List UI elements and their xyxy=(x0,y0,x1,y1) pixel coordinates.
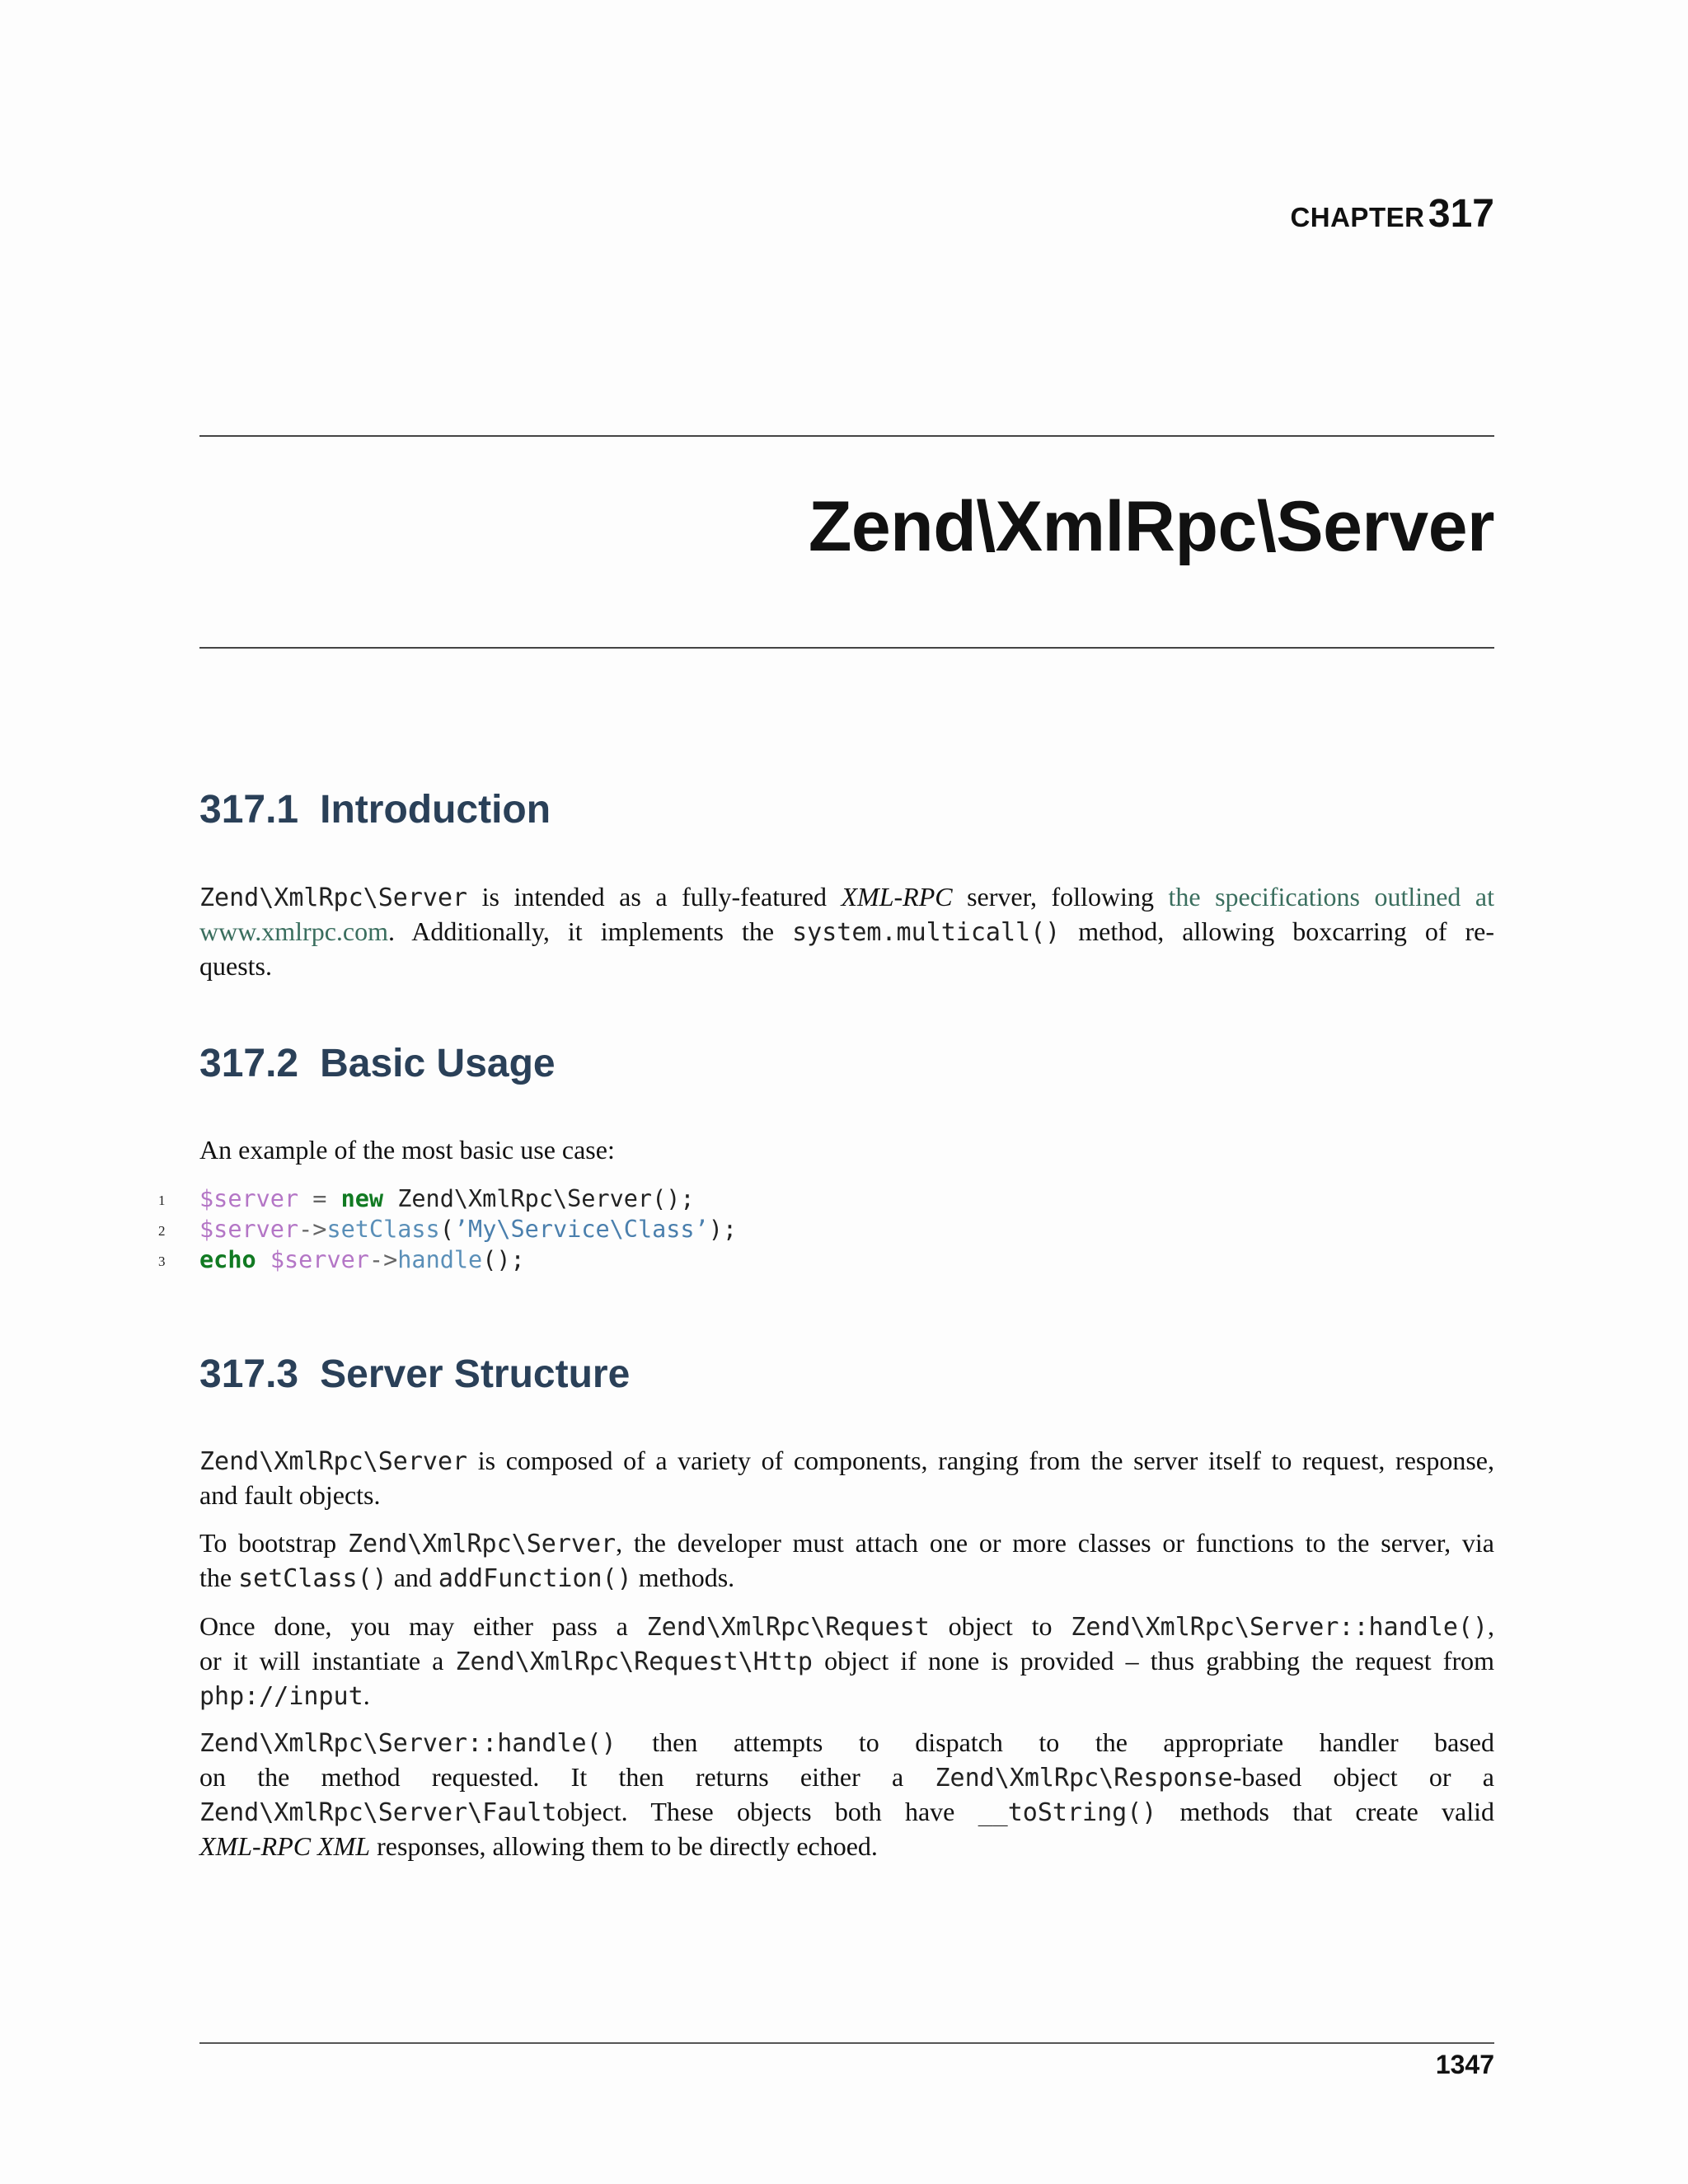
code-operator: -> xyxy=(368,1246,398,1273)
text-run: server, following xyxy=(952,882,1169,912)
text-run: . Additionally, it implements the xyxy=(387,916,793,946)
text-run: object to xyxy=(929,1611,1071,1641)
section-heading-introduction xyxy=(199,787,551,832)
section-title: Introduction xyxy=(320,788,551,832)
inline-code: Zend\XmlRpc\Server\Fault xyxy=(199,1798,557,1827)
text-run: the xyxy=(199,1563,239,1592)
code-text: (); xyxy=(482,1246,525,1273)
inline-code: Zend\XmlRpc\Request\Http xyxy=(455,1647,813,1676)
text-line xyxy=(199,1830,1494,1863)
code-method: setClass xyxy=(326,1216,440,1243)
text-run: quests. xyxy=(199,951,272,981)
text-line xyxy=(199,1726,1494,1760)
text-line xyxy=(199,1444,1494,1479)
intro-paragraph xyxy=(199,880,1494,982)
inline-code: Zend\XmlRpc\Response xyxy=(935,1764,1233,1793)
inline-code: Zend\XmlRpc\Server xyxy=(199,1447,468,1476)
xmlrpc-site-link[interactable]: www.xmlrpc.com xyxy=(199,916,388,946)
code-string: ’My\Service\Class’ xyxy=(453,1216,709,1243)
text-run: -based object or a xyxy=(1232,1762,1495,1792)
chapter-title: Zend\XmlRpc\Server xyxy=(808,487,1494,566)
code-variable: $server xyxy=(199,1185,299,1212)
text-run: object. These objects both have xyxy=(556,1797,978,1826)
code-block xyxy=(158,1183,1494,1275)
inline-code: Zend\XmlRpc\Server::handle() xyxy=(199,1729,617,1758)
text-run: is intended as a fully-featured xyxy=(467,882,842,912)
structure-paragraph-3 xyxy=(199,1610,1494,1713)
text-run: , the developer must attach one or more classes or functions to the server, via xyxy=(616,1528,1495,1558)
text-run: An example of the most basic use case: xyxy=(199,1135,615,1165)
code-operator: = xyxy=(298,1185,341,1212)
inline-code: system.multicall() xyxy=(792,918,1061,947)
text-line xyxy=(199,1526,1494,1561)
inline-code: php://input xyxy=(199,1682,363,1711)
inline-code: __toString() xyxy=(978,1798,1157,1827)
text-run: is composed of a variety of components, ranging from the server itself to request, response, xyxy=(467,1446,1494,1475)
spec-link[interactable]: the specifications outlined at xyxy=(1168,882,1495,912)
text-line xyxy=(199,915,1494,949)
text-run: object if none is provided – thus grabbing the request from xyxy=(812,1646,1494,1675)
title-rule-top xyxy=(199,435,1494,437)
text-run: methods that create valid xyxy=(1156,1797,1495,1826)
text-run: then attempts to dispatch to the appropriate handler based xyxy=(616,1727,1494,1757)
text-run: responses, allowing them to be directly echoed. xyxy=(370,1831,878,1861)
text-line xyxy=(199,949,1494,982)
code-method: handle xyxy=(397,1246,483,1273)
section-title: Basic Usage xyxy=(320,1042,556,1085)
text-run: Once done, you may either pass a xyxy=(199,1611,647,1641)
code-keyword: new xyxy=(340,1185,384,1212)
chapter-label xyxy=(1290,191,1494,237)
text-run: method, allowing boxcarring of re- xyxy=(1060,916,1495,946)
page-number: 1347 xyxy=(1435,2050,1494,2079)
text-run: To bootstrap xyxy=(199,1528,348,1558)
inline-code: addFunction() xyxy=(438,1564,632,1593)
text-line xyxy=(199,1760,1494,1795)
structure-paragraph-2 xyxy=(199,1526,1494,1596)
text-line xyxy=(199,1133,1494,1166)
document-page xyxy=(158,0,1495,2184)
text-line xyxy=(199,1644,1494,1679)
inline-code: setClass() xyxy=(238,1564,387,1593)
code-line xyxy=(158,1244,1494,1275)
line-number: 3 xyxy=(158,1254,166,1269)
text-run: and xyxy=(387,1563,438,1592)
text-line xyxy=(199,1679,1494,1713)
section-number: 317.3 xyxy=(199,1352,299,1396)
inline-code: Zend\XmlRpc\Server xyxy=(347,1530,617,1558)
text-run: methods. xyxy=(631,1563,735,1592)
basic-usage-paragraph xyxy=(199,1133,1494,1166)
code-text: ( xyxy=(439,1216,454,1243)
code-keyword: echo xyxy=(199,1246,256,1273)
inline-code: Zend\XmlRpc\Request xyxy=(646,1613,930,1642)
code-text: ); xyxy=(708,1216,738,1243)
line-number: 2 xyxy=(158,1223,166,1239)
text-run: and fault objects. xyxy=(199,1480,381,1510)
text-line xyxy=(199,1795,1494,1830)
code-line xyxy=(158,1183,1494,1214)
chapter-word: CHAPTER xyxy=(1290,202,1425,232)
inline-code: Zend\XmlRpc\Server::handle() xyxy=(1071,1613,1489,1642)
text-run: , xyxy=(1488,1611,1495,1641)
code-text: Zend\XmlRpc\Server(); xyxy=(383,1185,695,1212)
emphasis: XML-RPC XML xyxy=(199,1831,371,1861)
section-title: Server Structure xyxy=(320,1352,631,1396)
code-operator: -> xyxy=(298,1216,327,1243)
section-number: 317.2 xyxy=(199,1042,299,1085)
chapter-number: 317 xyxy=(1428,192,1494,236)
code-variable: $server xyxy=(270,1246,369,1273)
inline-code: Zend\XmlRpc\Server xyxy=(199,883,468,912)
line-number: 1 xyxy=(158,1193,166,1208)
structure-paragraph-4 xyxy=(199,1726,1494,1863)
section-number: 317.1 xyxy=(199,788,299,832)
code-line xyxy=(158,1214,1494,1244)
text-line xyxy=(199,1561,1494,1596)
text-run: . xyxy=(363,1680,370,1710)
section-heading-basic-usage xyxy=(199,1041,556,1086)
structure-paragraph-1 xyxy=(199,1444,1494,1511)
title-rule-bottom xyxy=(199,647,1494,649)
text-line xyxy=(199,1610,1494,1644)
code-text xyxy=(256,1246,270,1273)
text-line xyxy=(199,880,1494,915)
text-line xyxy=(199,1479,1494,1511)
text-run: or it will instantiate a xyxy=(199,1646,456,1675)
section-heading-server-structure xyxy=(199,1352,630,1397)
footer-rule xyxy=(199,2042,1494,2044)
text-run: on the method requested. It then returns either a xyxy=(199,1762,935,1792)
code-variable: $server xyxy=(199,1216,299,1243)
emphasis: XML-RPC xyxy=(841,882,953,912)
